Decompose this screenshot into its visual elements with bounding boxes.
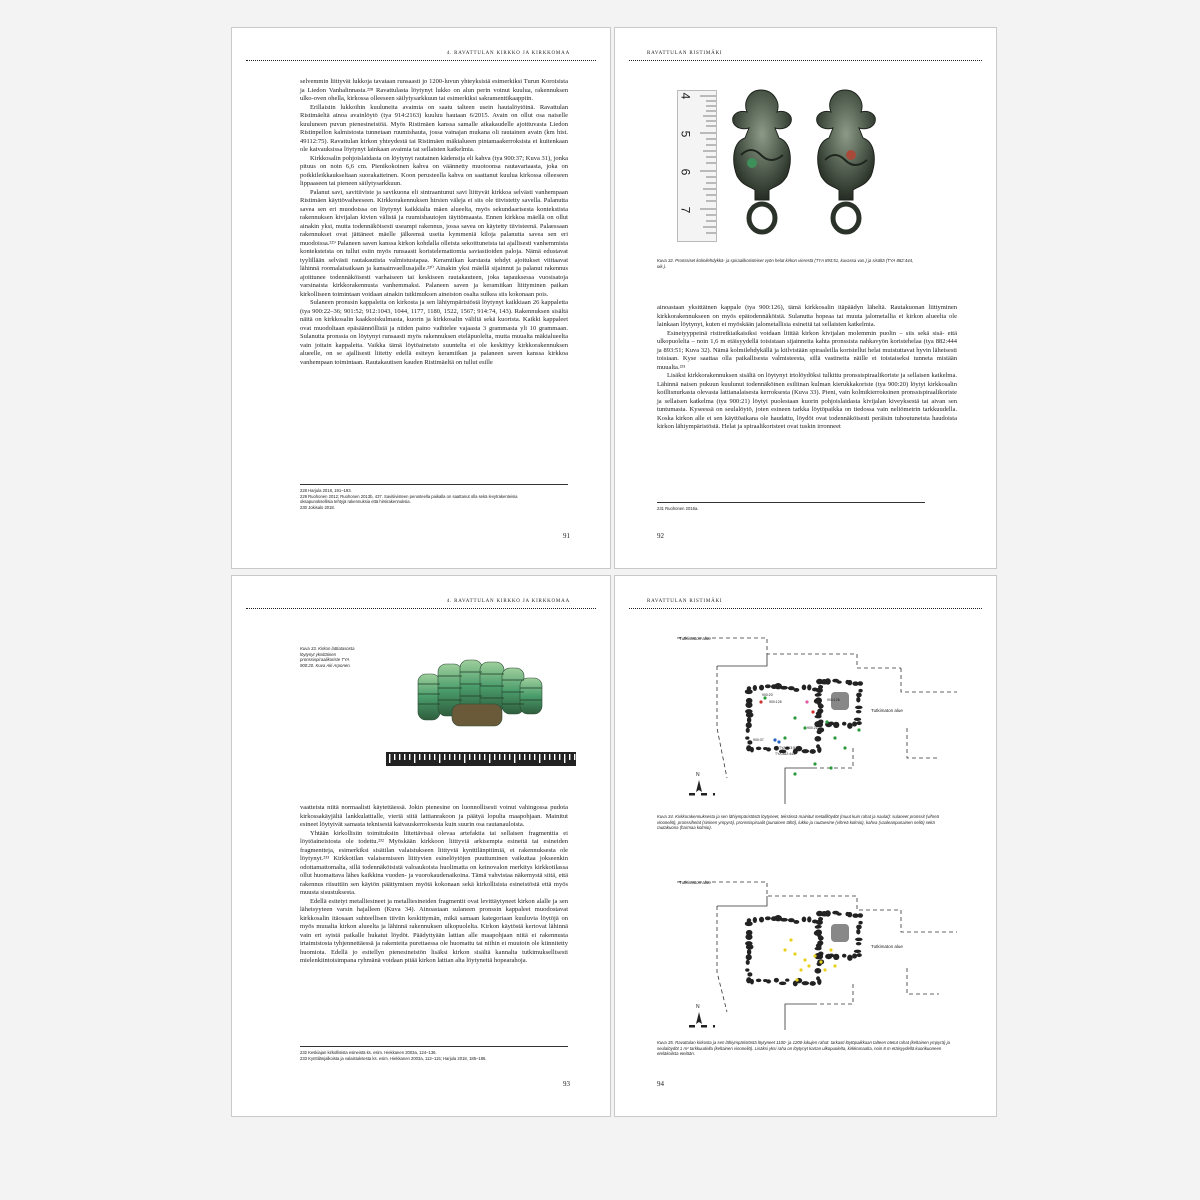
- find-label: TYA 893:51: [779, 746, 798, 750]
- paragraph: Lisäksi kirkkorakennuksen sisältä on löytynyt irtolöydöksi tulkittu pronssispiraalikoriste ja sellaisen katkelma. Lähinnä naisen pukuun kuulunut todennäköinen esiliinan kulman kierukkakoriste (tya 900:20) löytyi kirkkosalin koillisnurkasta olevasta lattianalaisesta kerroksesta (Kuva 33). Pieni, vain kolmikierroksinen pronssispiraalikoriste ja sellaisen katkelma (tya 900:21) löytyi puolestaan kuorin pohjoislaidasta kivijalan kiveyksestä tai aivan sen tuntumasta. Kyseessä on seulalöytö, joten esineen tarkka löytöpaikka on tiedossa vain neliömetrin tarkkuudella. Koska kirkon alle ei sen käyttöaikana ole haudattu, löydöt ovat todennäköisesti peräisin tuhoutuneista haudoista kirkon lähiympäristöstä. Helat ja spiraalikoristeet ovat tuskin irronneet: [657, 372, 957, 430]
- footnote: 233 Kynttilänjalkoista ja valaistuksesta ks. esim. Hiekkanen 2003a, 112–115; Harjula 2018, 185–186.: [300, 1055, 487, 1061]
- paragraph: ainoastaan yksittäinen kappale (tya 900:126), tämä kirkkosalin itäpäädyn läheltä. Rautakuonan liittyminen kirkkorakennukseen on myös epätodennäköistä. Sulanutta hopeaa tai muuta jalometallia ei kirkon alueelta ole lainkaan löytynyt, kuten ei myöskään jalometallisia esineitä tai sellaisten katkelmia.: [657, 304, 957, 328]
- map-label-unexplored: Tutkimaton alue: [679, 636, 711, 641]
- find-label: 900:37: [753, 738, 764, 742]
- body-text: [300, 804, 568, 966]
- north-label: N: [696, 1004, 700, 1010]
- footnote-rule: [657, 502, 925, 503]
- page-number: 91: [563, 532, 570, 540]
- paragraph: vaatteista niitä normaalisti käytettäessä. Jokin pienesine on luonnollisesti voinut vahingossa pudota kirkossakäyjältä lankkulattialle, vieriä siitä lattianrakoon ja päätyä lopulta maapohjaan. Mainitut esineet löytyivät samasta teknisestä kaivauskerroksesta kuin suurin osa rautanauloista.: [300, 804, 568, 828]
- footnote: 228 Harjula 2018, 191–193.: [300, 488, 352, 493]
- body-text: [300, 78, 568, 367]
- ruler-label: 7: [678, 206, 693, 214]
- page-92: [614, 27, 997, 569]
- page-number: 93: [563, 1080, 570, 1088]
- header-rule: [246, 608, 596, 609]
- footnote: 232 Keskiajan kirkollisista esineistä ks. esim. Hiekkanen 2003a, 124–136.: [300, 1050, 437, 1055]
- metal-finds-map: [657, 628, 957, 808]
- paragraph: Kirkkosalin pohjoislaidasta on löytynyt rautainen kädensija eli kahva (tya 900:37; Kuva 31), jonka pituus on noin 6,6 cm. Pienikokoinen kahva on väännetty muotoonsa rautavartaasta, joka on poikkileikkaukseltaan suorakaiteinen. Koon perusteella kahva on saattanut kuulua kirkossa olleeseen lippaaseen tai pieneen säilytysarkkuun.: [300, 154, 568, 187]
- paragraph: Erillaisiin lukkoihin kuuluneita avaimia on saatu talteen usein hautalöytöinä. Ravattulan Ristimäeltä ainoa avainlöytö (tya 914:2163) kuuluu hautaan 6/2015. Avain on ollut osa naiselle kuuluneen puvun pienesineistöä. Myös Ristimäen kanssa samalle aikakaudelle ajoittuvasta Liedon Ristinpellon kalmistosta tunnetaan ruumishauta, jossa vainajan mukana oli rautainen avain (km hist. 49112:75). Ravattulan kirkon yhteydestä tai Ristimäen mäkialueen pintamaakerroksista ei kuitenkaan ole kaivauksissa löytynyt lainkaan avaimia tai sellaisten katkelmia.: [300, 103, 568, 153]
- footnote-rule: [300, 484, 568, 485]
- page-94: [614, 575, 997, 1117]
- ruler-label: 5: [678, 130, 693, 138]
- north-arrow-icon: [687, 1004, 717, 1030]
- page-number: 94: [657, 1080, 664, 1088]
- fitting-left: [733, 90, 792, 232]
- footnotes: [300, 1050, 568, 1061]
- fitting-right: [817, 90, 876, 232]
- body-text: [657, 304, 957, 432]
- map-label-unexplored: Tutkimaton alue: [871, 944, 903, 949]
- ruler-ticks: [678, 91, 716, 241]
- north-arrow-icon: [687, 772, 717, 798]
- paragraph: Sulaneen pronssin kappaleita on kirkosta ja sen lähiympäristöstä löytynyt kaikkiaan 26 kappaletta (tya 900:22–36; 901:52; 912:1043, 1044, 1177, 1180, 1522, 1567; 914:74, 143). Rakennuksen sisältä näitä on kirkkosalin kaakkoiskulmasta, kuorin ja kirkkosalin väliltä sekä kuorista. Kaikki kappaleet ovat muodoltaan epäsäännöllisiä ja niiden paino vaihtelee vajaasta 3 grammasta yli 10 grammaan. Sulanutta pronssia on löytynyt runsaasti myös rakennuksen eteläpuolelta, mutta muualta mäkialueelta vain joitain kappaleita. Vaikka tämä löytöaineisto suuntelta ei ole keskittyy kirkkorakennuksen alueelle, on se ajallisesti liitetty edellä esiteyn keramiikan ja palaneen saven kanssa kirkkoa vanhempaan toimintaan. Rautakautisen kauden Ristimäeltä on tullut esille: [300, 299, 568, 366]
- ruler-label: 4: [678, 92, 693, 100]
- footnote: 231 Ruohonen 2016a.: [657, 506, 699, 511]
- coin-finds-map: [657, 872, 957, 1032]
- map-label-unexplored: Tutkimaton alue: [871, 708, 903, 713]
- find-label: TYA 882:444: [775, 752, 795, 756]
- footnote: 230 Jokisalo 2018.: [300, 504, 335, 510]
- footnote: oksapunoksellisia tehtyjä rakennuksia että hirsirakennuksia.: [300, 499, 411, 505]
- running-head: 4. RAVATTULAN KIRKKO JA KIRKKOMAA: [446, 599, 570, 604]
- paragraph: Edellä esitetyt metalliesineet ja metalliesineiden fragmentit ovat levittäytyneet kirkon alalle ja sen läheisyyteen varsin hajalleen (Kuva 34). Ainoastaan sulaneen pronssin kappaleet muodostavat kirkkosalin itäosaan suhteellisen tiiviin keskittymän, mikä samaan kategoriaan kuuluvia löytöjä on myös muualta kirkon alueelta ja lähinnä rakennuksen ulkopuolelta. Kirkon käytöstä kertovat lähinnä vain eri syistä paikalle hukatut löydöt. Päädyttyään lattian alle maapohjaan niitä ei rakennusta irtaimistosta tyhjennettäessä ja rakenteita purettaessa ole huomattu tai niihin ei muutoin ole kiinnitetty huomiota. Edellä jo esitellyn pienesineistön lisäksi kirkon sisältä kannalta tutkimuksellisesti mielenkiintoisimpana ryhmänä voidaan pitää kirkon lattian alta löytyneitä hopearahoja.: [300, 897, 568, 964]
- paragraph: Esinetyyppeinä ristiretkiaikaisiksi voidaan liittää kirkon kivijalan molemmin puolin – siis sekä sisä- että ulkopuolelta – noin 1,6 m etäisyydellä toisistaan sijainneita kahta pronssista nahkavyön koristehelaa (tya 882:444 ja 893:51; Kuva 32). Nämä kolmilehdykällä ja kiilvistään spiraaleilla koristellut helat muistuttavat hyvin läheisesti toisiaan. Kyse saattaa olla paikallisesta valmisteesta, sillä vastineita näille ei toistaiseksi tunneta mistään muualta.²³¹: [657, 329, 957, 371]
- figure-caption: Kuva 32. Pronssiset kolmilehdykkä- ja spiraalikoristeiset vyön helat kirkon vierestä (TYA 893:51, kuvassa vas.) ja sisältä (TYA 882:444, oik.).: [657, 258, 914, 269]
- bronze-spiral-photo: [412, 654, 552, 734]
- find-label: 900:20: [762, 693, 773, 697]
- map-label-unexplored: Tutkimaton alue: [679, 880, 711, 885]
- bronze-fittings-image: [723, 86, 893, 254]
- figure-caption: Kuva 33. Kirkon lattiatasosta löytynyt yksittäinen pronssispiraalikoriste TYA 900:20. Kuva Aki Arponen.: [300, 646, 355, 668]
- page-number: 92: [657, 532, 664, 540]
- figure-caption: Kuva 34. Kirkkorakennuksesta ja sen lähiympäristöstä löytyneet, tekstissä mainitut metallilöydöt (muut kuin rahat ja naulat): sulaneet pronssit (vihreä vinoneliö), pronssihelat (sininen ympyrä), pronssispiraalit (punainen tähti), lukko ja rautaesine (vihreä kolmio), kahva (vaaleanpunainen neliö) sekä rautakuona (harmaa kolmio).: [657, 814, 940, 831]
- scale-ruler: [677, 90, 717, 242]
- ruler-label: 6: [678, 168, 693, 176]
- running-head: RAVATTULAN RISTIMÄKI: [647, 51, 723, 56]
- belt-fittings-photo: [657, 80, 897, 256]
- footnote-rule: [300, 1046, 568, 1047]
- running-head: 4. RAVATTULAN KIRKKO JA KIRKKOMAA: [446, 51, 570, 56]
- footnotes: [657, 506, 925, 512]
- footnotes: [300, 488, 568, 510]
- north-label: N: [696, 772, 700, 778]
- church-foundation-stones: [735, 910, 875, 1020]
- paragraph: selvemmin liittyvät lukkoja tavataan runsaasti jo 1200-luvun yhteyksistä esimerkiksi Turun Koroisista ja Liedon Vanhalinnasta.²²⁸ Ravattulasta löytynyt lukko on alun perin voinut kuulua, rakennuksen ulko-oven ohella, kirkossa olleeseen säilytysarkkuun tai esimerkiksi sakramenttikaappiin.: [300, 78, 568, 102]
- footnote: 229 Ruohonen 2012; Ruohonen 2013b, 437. Savitiivisteen perusteella paikalla on saattanut olla sekä levytrakenteisia: [300, 493, 518, 499]
- header-rule: [629, 608, 982, 609]
- scale-bar: [386, 752, 576, 766]
- page-91: [231, 27, 611, 569]
- find-label: 900:126: [769, 700, 782, 704]
- find-label: 900:126: [827, 698, 840, 702]
- running-head: RAVATTULAN RISTIMÄKI: [647, 599, 723, 604]
- header-rule: [629, 60, 982, 61]
- find-label: 900:21: [807, 726, 818, 730]
- header-rule: [246, 60, 596, 61]
- page-93: [231, 575, 611, 1117]
- paragraph: Palanut savi, savitiiviste ja savikuona eli sintraantunut savi liittyvät kirkkoa selvästi vanhempaan Ristimäen käyttövaiheeseen. Kirkkorakennuksen hirsien väleja ei siis ole tiivistetty savella. Palanutta savea sen eri muodoissa on löytynyt kaikkialta mäen alueelta, myös sekundaarisesta kontekstista rakennuksen kivijalan kivien välistä ja ruumishautojen täyttömaasta. Ennen kirkkoa mäellä on ollut ainakin yksi, mutta todennäköisesti useampi rakennus, jossa savea on käytetty tiivisteenä. Palaessaan rakennukset ovat jättäneet mäelle jälkeensä useita kymmeniä kiloja palanutta savea sen eri muodoissa.²²⁹ Palaneen saven kanssa kirkon kohdalla olleista sekoittuneista tai ajallisesti vanhemmista konteksteista on tullut esiin myös runsaasti koristelemattomia saviastioiden paloja. Nämä edustavat tyylillään selvästi rautakautista valmistustapaa. Keramiikan karstasta tehdyt ajoitukset viittaavat lähinnä roomalaisaikaan ja kansainvaellusajalle.²³⁰ Ainakin yksi mäellä sijainnut ja palanut rakennus ajoittunee todennäköisesti varhaiseen tai keskiseen rautakauteen, joka tapauksessa vuosisatoja varsinaista kirkkorakennusta vanhemmaksi. Palaneen saven ja keramiikan liittyminen paikan kirkolliseen toimintaan voidaan ainakin tutkimuksen aineiston osalta sulkea siis kokonaan pois.: [300, 188, 568, 298]
- paragraph: Yhtään kirkollisiin toimituksiin liitettävissä olevaa artefaktia tai sellaisen fragmenttia ei löytöaineistosta ole todettu.²³² Myöskään kirkkoon liittyviä arkisempia esineitä tai esineiden fragmentteja, esimerkiksi sisätilan valaistukseen liittyviä kynttilänpitimiä, ei rakennuksesta ole löytynyt.²³³ Kirkkotilan valaisemiseen liittyvien esinelöytöjen puuttuminen vaikuttaa jokseenkin odottamattomalta, sillä todennäköisistä valoaukoista huolimatta on keinovalon merkitys kirkkotilassa ollut huomattava lähes kaikkina vuoden- ja vuorokaudenaikoina. Tämä vahvistaa näkemystä siitä, että rakennus riisuttiin sen käytön päättymisen myötä kokonaan sekä kirkollisista esineistöstä että myös muusta sisustuksesta.: [300, 829, 568, 896]
- church-foundation-stones: [735, 678, 875, 788]
- figure-caption: Kuva 35. Ravattulan kirkosta ja sen lähiympäristöstä löytyneet 1100- ja 1200-lukujen rahat: tarkasti löytöpaikkaan talteen otetut rahat (keltainen ympyrä) ja seulalöydöt 1 m² tarkkuudella (keltainen vinoneliö). Lisäksi yksi raha on löytynyt kartan ulkopuolelta, kirkkomaalta, noin 8 m etäisyydellä kuorikuoneen eteläkoilsta etelään.: [657, 1040, 950, 1057]
